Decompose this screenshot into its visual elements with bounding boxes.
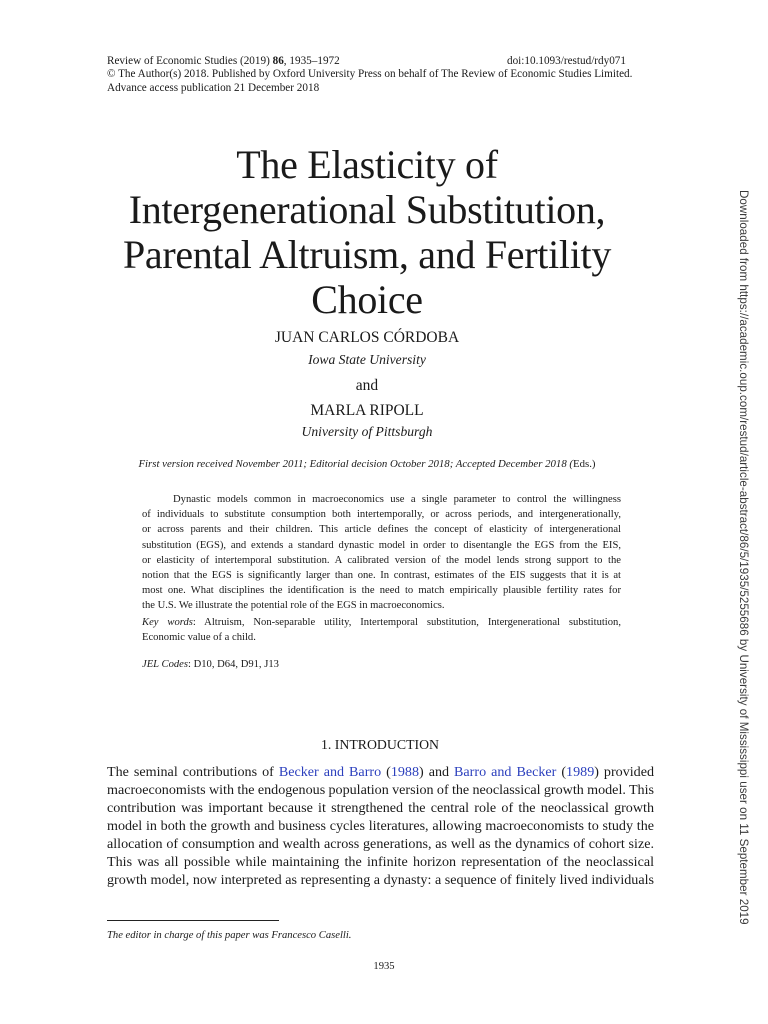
keywords	[142, 615, 621, 645]
abstract-line: of individuals to substitute consumption both intertemporally, or across periods, and intergenerationally,	[142, 509, 621, 521]
abstract-line: Dynastic models common in macroeconomics use a single parameter to control the willingness	[173, 494, 621, 505]
doi[interactable]: doi:10.1093/restud/rdy071	[506, 55, 626, 67]
citation-year-link[interactable]: 1988	[390, 764, 420, 780]
citation-year-link[interactable]: 1989	[566, 764, 595, 780]
jel-codes	[142, 657, 279, 672]
intro-line: This was all possible while maintaining the infinite horizon representation of the neoclassical	[107, 854, 654, 870]
intro-line: contribution was important because it strengthened the central role of the neoclassical growth	[107, 800, 654, 816]
author-name: MARLA RIPOLL	[310, 402, 424, 419]
intro-text: (	[381, 764, 391, 780]
submission-dates: First version received November 2011; Editorial decision October 2018; Accepted December 2018 (	[138, 458, 574, 470]
intro-line: macroeconomists with the endogenous population version of the neoclassical growth model. This	[107, 782, 654, 798]
abstract-line: or across parents and their children. This article defines the concept of elasticity of intergenerational	[142, 524, 621, 536]
citation-link[interactable]: Becker and Barro	[278, 764, 382, 780]
author-conjunction: and	[355, 377, 379, 394]
keywords-line: Economic value of a child.	[142, 632, 256, 644]
abstract	[142, 492, 621, 614]
citation-link[interactable]: Barro and Becker	[454, 764, 557, 780]
intro-line: model in both the growth and business cycles literatures, allowing macroeconomists to study the	[107, 818, 654, 834]
watermark-text: Downloaded from https://academic.oup.com/restud/article-abstract/86/5/1935/5255686 by University of Mississippi user on 11 September 2019	[737, 190, 750, 925]
jel-code-list: : D10, D64, D91, J13	[188, 659, 279, 670]
introduction-text	[107, 763, 654, 889]
page-number: 1935	[373, 961, 395, 972]
author-affiliation: University of Pittsburgh	[301, 424, 433, 439]
author-affiliation: Iowa State University	[308, 352, 426, 367]
abstract-line: the U.S. We illustrate the potential role of the EGS in macroeconomics.	[142, 600, 445, 612]
advance-access-line: Advance access publication 21 December 2018	[107, 81, 320, 94]
editors-note: Eds.	[573, 458, 592, 470]
intro-text: ) provided	[594, 764, 655, 780]
intro-text: ) and	[419, 764, 455, 780]
abstract-line: most one. What disciplines the identification is the need to match empirically plausible fertility rates for	[142, 585, 621, 597]
copyright-line: © The Author(s) 2018. Published by Oxford University Press on behalf of The Review of Economic Studies Limited.	[107, 68, 633, 81]
journal-pages: , 1935–1972	[283, 55, 340, 67]
section-heading: 1. INTRODUCTION	[320, 737, 440, 752]
abstract-line: notion that the EGS is significantly larger than one. In contrast, estimates of the EIS suggests that it is at	[142, 570, 621, 582]
article-title	[107, 142, 627, 322]
title-line: The Elasticity of	[236, 142, 498, 187]
title-line: Parental Altruism, and Fertility	[122, 232, 612, 277]
intro-text: (	[556, 764, 567, 780]
jel-label: JEL Codes	[142, 659, 189, 670]
closing-paren: )	[591, 458, 596, 470]
footnote-rule	[107, 920, 279, 921]
author-name: JUAN CARLOS CÓRDOBA	[274, 329, 460, 346]
intro-line: growth model, now interpreted as representing a dynasty: a sequence of finitely lived individuals	[107, 872, 654, 888]
intro-line: allocation of consumption and wealth across generations, as well as the dynamics of cohort size.	[107, 836, 654, 852]
journal-volume: 86	[272, 55, 284, 67]
title-line: Choice	[311, 277, 423, 322]
intro-text: The seminal contributions of	[107, 764, 279, 780]
title-line: Intergenerational Substitution,	[128, 187, 606, 232]
intro-line	[107, 763, 654, 781]
abstract-line: substitution (EGS), and extends a standard dynastic model in order to disentangle the EGS from the EIS,	[142, 539, 621, 551]
keywords-label: Key words	[142, 617, 193, 628]
footnote: The editor in charge of this paper was Francesco Caselli.	[107, 930, 352, 941]
submission-history	[107, 458, 627, 470]
abstract-line: or elasticity of intertemporal substitution. A calibrated version of the model lends strong support to the	[142, 554, 621, 566]
keywords-line	[142, 615, 621, 630]
keywords-list: : Altruism, Non-separable utility, Intertemporal substitution, Intergenerational substitution,	[192, 617, 621, 628]
journal-name: Review of Economic Studies (2019)	[107, 55, 273, 67]
